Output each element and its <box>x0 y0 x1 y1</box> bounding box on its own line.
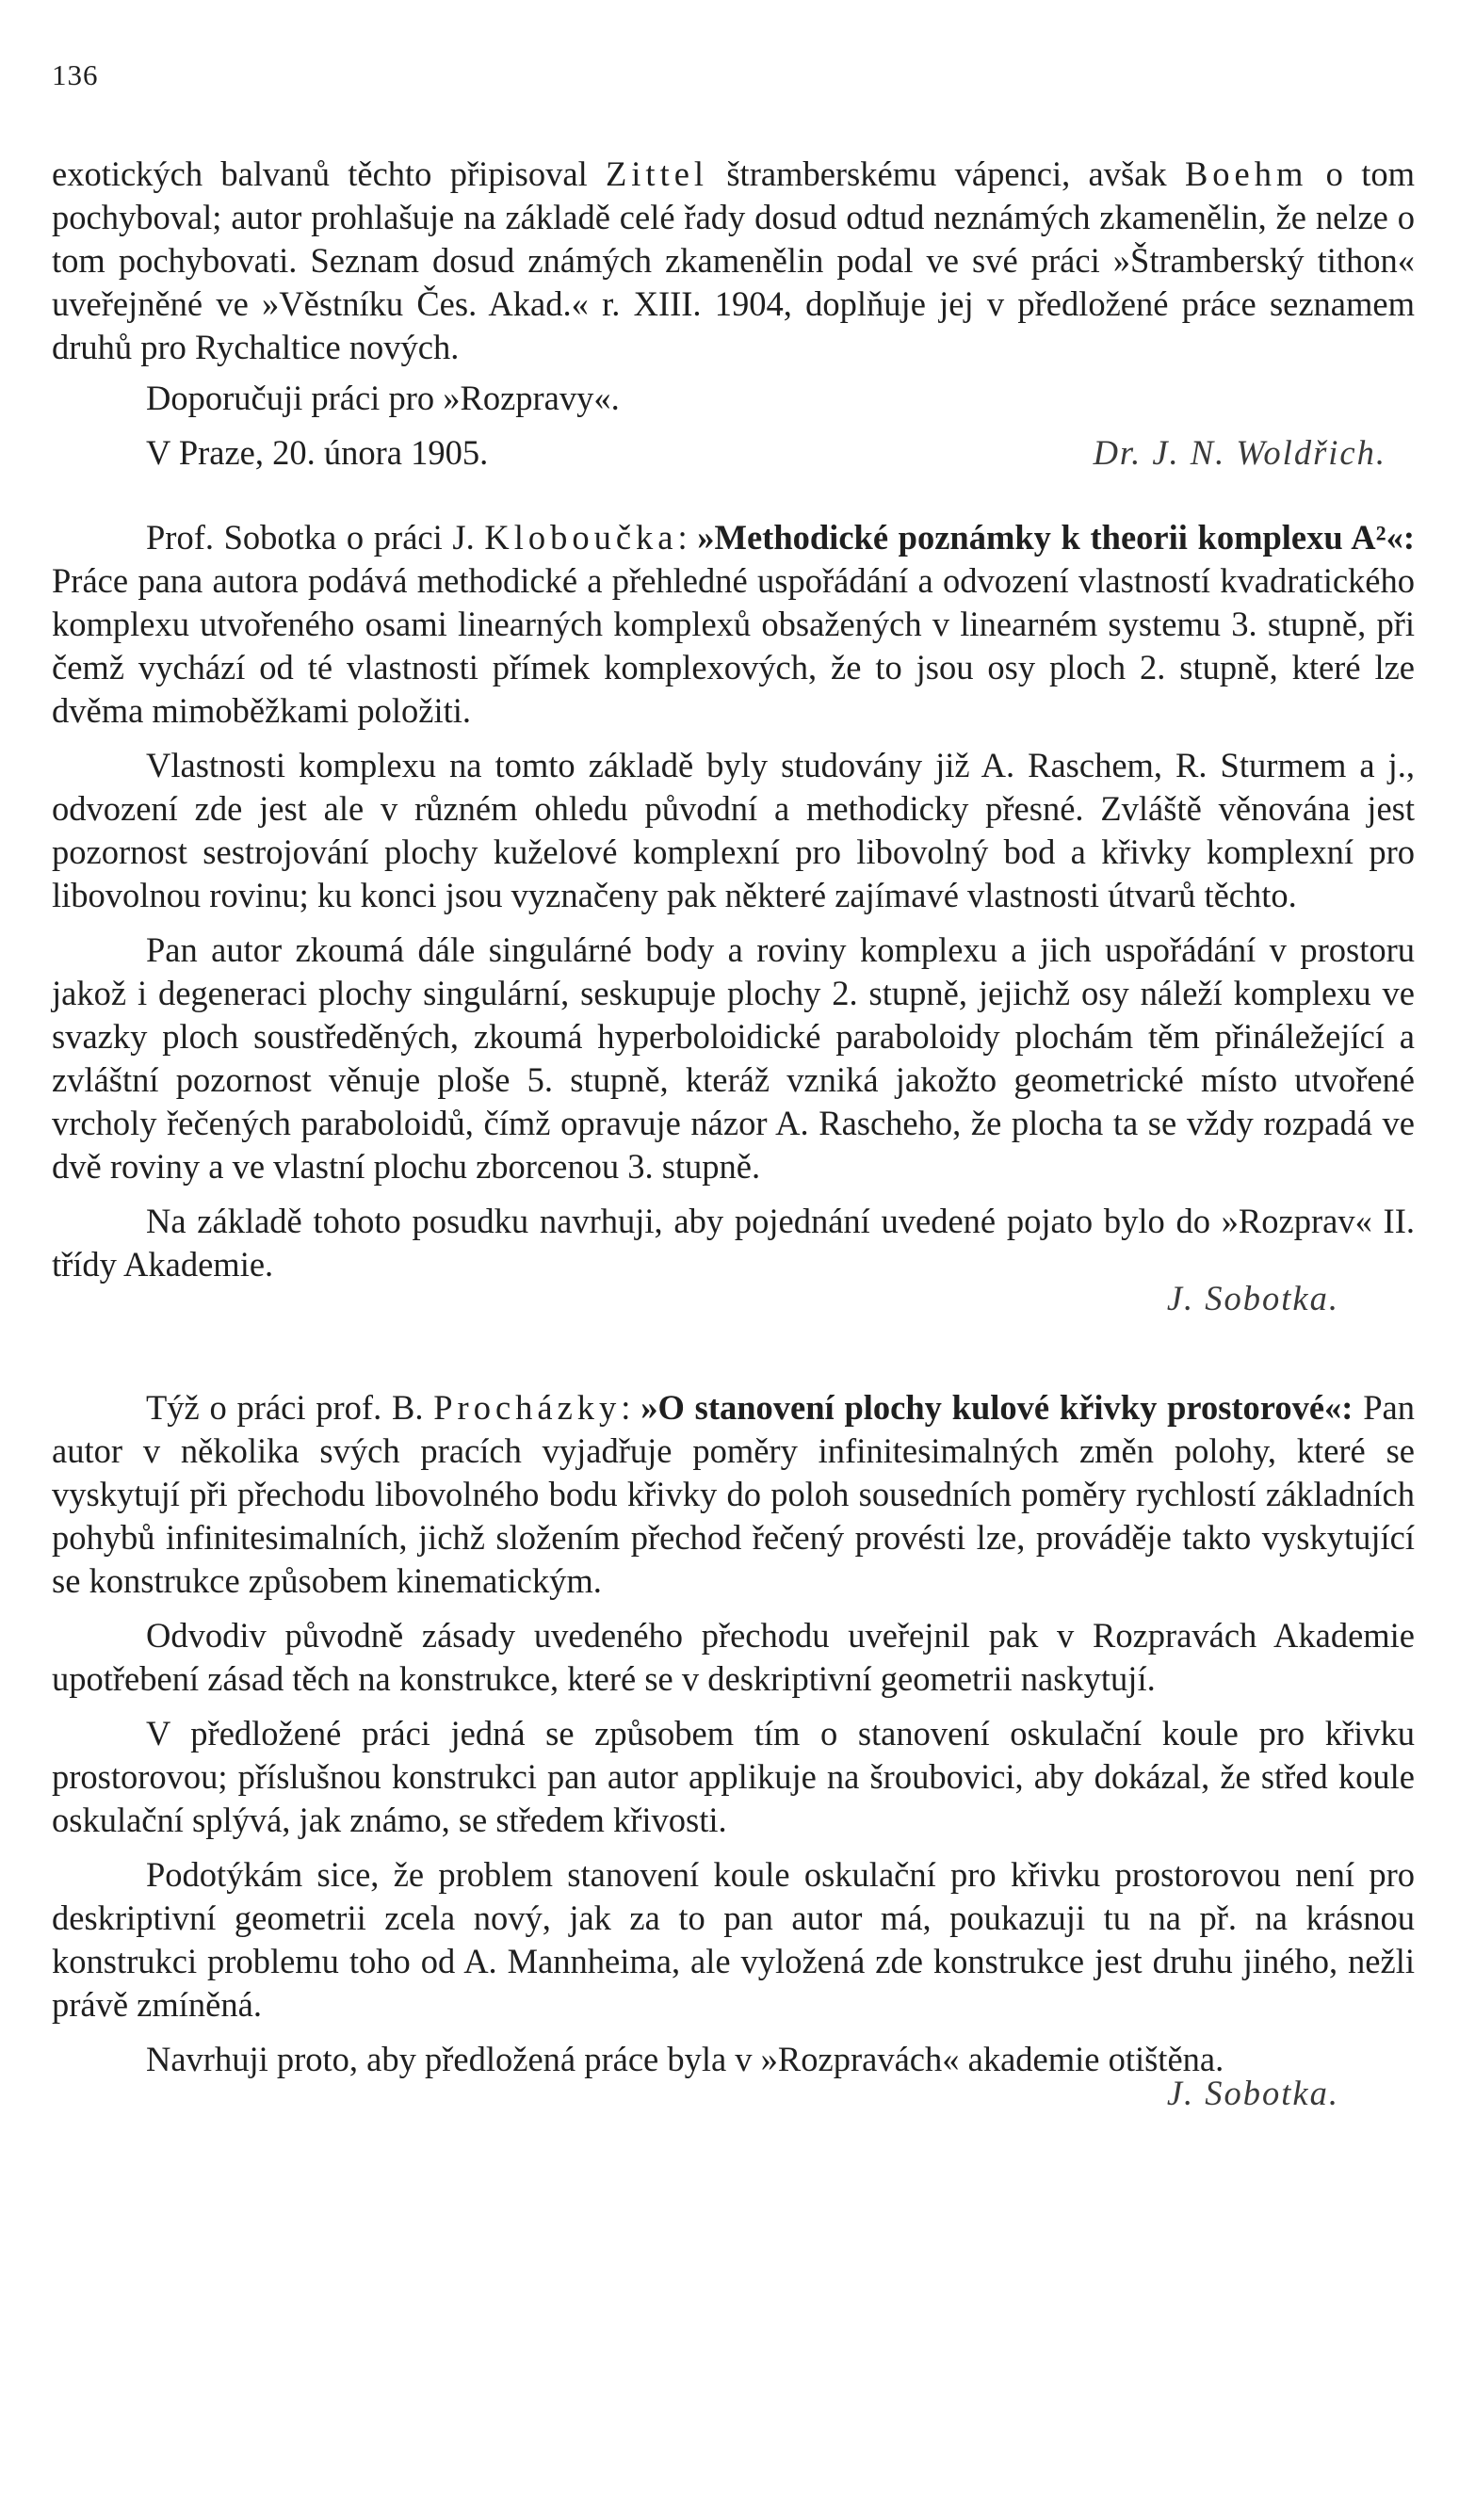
paragraph-review-procházka <box>52 1386 1415 1603</box>
paragraph-4: Vlastnosti komplexu na tomto základě byly studovány již A. Raschem, R. Sturmem a j., odvození zde jest ale v různém ohledu původní a methodicky přesné. Zvláště věnována jest pozornost sestrojování plochy kuželové komplexní pro libovolný bod a křivky komplexní pro libovolnou rovinu; ku konci jsou vyznačeny pak některé zajímavé vlastnosti útvarů těchto. <box>52 746 1415 914</box>
work-title: »Methodické poznámky k theorii komplexu A²«: <box>697 518 1415 557</box>
paragraph-9: V předložené práci jedná se způsobem tím o stanovení oskulační koule pro křivku prostorovou; příslušnou konstrukci pan autor applikuje na šroubovici, aby dokázal, že střed koule oskulační splývá, jak známo, se středem křivosti. <box>52 1714 1415 1839</box>
text: Týž o práci prof. B. <box>146 1388 434 1427</box>
text: : <box>621 1388 641 1427</box>
text: Pan autor v několika svých pracích vyjadřuje poměry infinitesimalných změn polohy, které se vyskytují při přechodu libovolného bodu křivky do poloh sousedních poměry rychlostí základních pohybů infinitesimalních, jichž složením přechod řečený provésti lze, prováděje takto vyskytující se konstrukce způsobem kinematickým. <box>52 1388 1415 1600</box>
recommendation: Doporučuji práci pro »Rozpravy«. <box>146 379 620 417</box>
dateline <box>52 431 1415 475</box>
signature: J. Sobotka. <box>1166 2074 1339 2112</box>
text: štramberskému vápenci, avšak <box>708 154 1185 193</box>
paragraph-6: Na základě tohoto posudku navrhuji, aby pojednání uvedené pojato bylo do »Rozprav« II. třídy Akademie. <box>52 1202 1415 1284</box>
signature: J. Sobotka. <box>1166 1279 1339 1317</box>
page-body <box>52 153 1415 2115</box>
text: exotických balvanů těchto připisoval <box>52 154 606 193</box>
text: : <box>677 518 698 557</box>
signature: Dr. J. N. Woldřich. <box>1093 433 1386 472</box>
date: V Praze, 20. února 1905. <box>146 433 489 472</box>
paragraph-11: Navrhuji proto, aby předložená práce byla v »Rozpravách« akademie otištěna. <box>146 2040 1224 2078</box>
paragraph-5: Pan autor zkoumá dále singulárné body a roviny komplexu a jich uspořádání v prostoru jakož i degeneraci plochy singulární, seskupuje plochy 2. stupně, jejichž osy náleží komplexu ve svazky ploch soustředěných, zkoumá hyperboloidické paraboloidy plochám těm přináležející a zvláštní pozornost věnuje ploše 5. stupně, kteráž vzniká jakožto geometrické místo utvořené vrcholy řečených paraboloidů, čímž opravuje názor A. Rascheho, že plocha ta se vždy rozpadá ve dvě roviny a ve vlastní plochu zborcenou 3. stupně. <box>52 930 1415 1186</box>
paragraph-10: Podotýkám sice, že problem stanovení koule oskulační pro křivku prostorovou není pro deskriptivní geometrii zcela nový, jak za to pan autor má, poukazuji tu na př. na krásnou konstrukci problemu toho od A. Mannheima, ale vyložená zde konstrukce jest druhu jiného, nežli právě zmíněná. <box>52 1855 1415 2024</box>
paragraph-8: Odvodiv původně zásady uvedeného přechodu uveřejnil pak v Rozpravách Akademie upotřebení zásad těch na konstrukce, které se v deskriptivní geometrii naskytují. <box>52 1616 1415 1698</box>
author-name: Kloboučka <box>484 518 678 557</box>
author-name: Boehm <box>1184 154 1308 193</box>
text: Práce pana autora podává methodické a přehledné uspořádání a odvození vlastností kvadratického komplexu utvořeného osami linearných komplexů obsažených v linearném systemu 3. stupně, při čemž vychází od té vlastnosti přímek komplexových, že to jsou osy ploch 2. stupně, které lze dvěma mimoběžkami položiti. <box>52 561 1415 730</box>
page-number: 136 <box>52 58 99 91</box>
paragraph-1 <box>52 153 1415 369</box>
author-name: Procházky <box>433 1388 622 1427</box>
author-name: Zittel <box>606 154 709 193</box>
text: Prof. Sobotka o práci J. <box>146 518 485 557</box>
work-title: »O stanovení plochy kulové křivky prostorové«: <box>640 1388 1354 1427</box>
paragraph-review-klobouček <box>52 516 1415 733</box>
text: o tom pochyboval; autor prohlašuje na základě celé řady dosud odtud neznámých zkamenělin, že nelze o tom pochybovati. Seznam dosud známých zkamenělin podal ve své práci »Štramberský tithon« uveřejněné ve »Věstníku Čes. Akad.« r. XIII. 1904, doplňuje jej v předložené práce seznamem druhů pro Rychaltice nových. <box>52 154 1415 366</box>
